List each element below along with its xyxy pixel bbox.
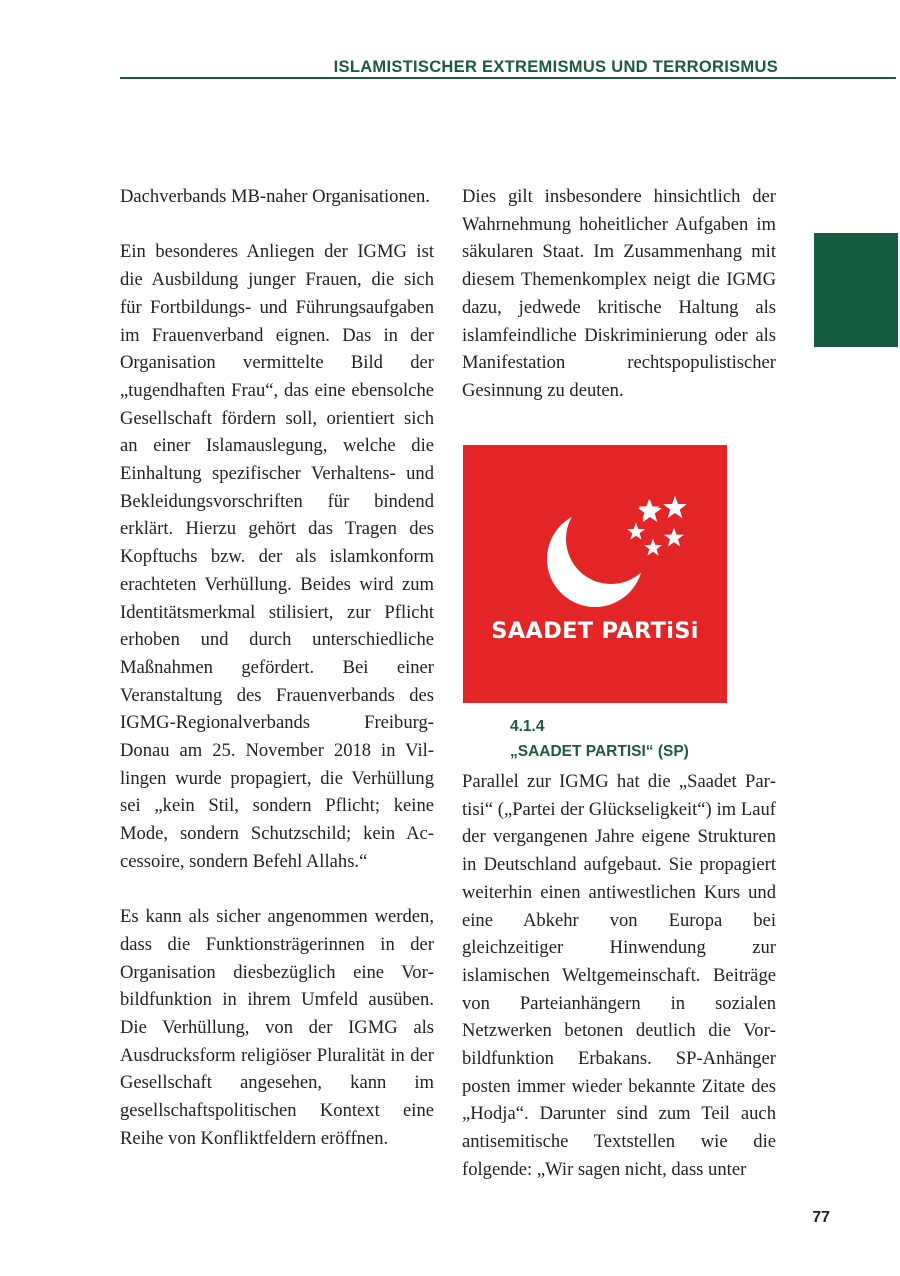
chapter-side-tab [814,233,898,347]
left-text-column [120,183,434,1153]
paragraph: Dies gilt insbesondere hinsichtlich der Wahrnehmung hoheitlicher Aufgaben im säkularen Staat. Im Zusammenhang mit diesem Themenkomplex neigt die IGMG dazu, jedwede kritische Haltung als islamfeindliche Diskriminierung oder als Manifestation rechtspopulistischer Gesinnung zu deuten. [462,186,776,401]
crescent-stars-emblem [463,445,727,703]
right-text-column-bottom [462,768,776,1184]
star-icon [664,528,684,547]
logo-wordmark: SAADET PARTiSi [491,618,699,644]
page-number: 77 [812,1209,830,1226]
section-number: 4.1.4 [510,718,545,735]
paragraph: Dachverbands MB-naher Organisationen. [120,186,430,207]
header-divider [120,77,896,79]
crescent-icon [547,511,643,607]
paragraph: Es kann als sicher angenommen werden, dass die Funktionsträgerinnen in der Organisation diesbezüglich eine Vorbildfunktion in ihrem Umfeld ausüben. Die Verhüllung, von der IGMG als Ausdrucksform religiöser Pluralität in der Gesellschaft angesehen, kann im gesellschaftspolitischen Kontext eine Reihe von Konfliktfeldern eröffnen. [120,906,434,1149]
saadet-partisi-logo [463,445,727,703]
paragraph: Ein besonderes Anliegen der IGMG ist die Ausbildung junger Frauen, die sich für Fortbildungs- und Führungsaufgaben im Frauenverband eignen. Das in der Organisation vermittelte Bild der „tugendhaften Frau“, das eine ebensolche Gesellschaft fördern soll, orientiert sich an einer Islamauslegung, welche die Einhaltung spezifischer Verhaltens- und Bekleidungsvorschriften für bindend erklärt. Hierzu gehört das Tragen des Kopftuchs bzw. der als islamkonform erachteten Verhüllung. Beides wird zum Identitätsmerkmal stilisiert, zur Pflicht erhoben und durch unterschiedliche Maßnahmen gefördert. Bei einer Veranstaltung des Frauenverbands des IGMG-Regionalverbands Freiburg-Donau am 25. November 2018 in Villingen wurde propagiert, die Verhüllung sei „kein Stil, sondern Pflicht; keine Mode, sondern Schutzschild; kein Accessoire, sondern Befehl Allahs.“ [120,241,434,872]
star-icon [663,496,687,519]
right-text-column-top [462,183,776,405]
section-heading: „SAADET PARTISI“ (SP) [510,743,689,760]
running-header-title: ISLAMISTISCHER EXTREMISMUS UND TERRORISMUS [333,58,778,76]
star-icon [644,539,662,556]
paragraph: Parallel zur IGMG hat die „Saadet Partisi“ („Partei der Glückseligkeit“) im Lauf der vergangenen Jahre eigene Strukturen in Deutschland aufgebaut. Sie propagiert weiterhin einen antiwestlichen Kurs und eine Abkehr von Europa bei gleichzeitiger Hinwendung zur islamischen Weltgemeinschaft. Beiträge von Parteianhängern in sozialen Netzwerken betonen deutlich die Vorbildfunktion Erbakans. SP-Anhänger posten immer wieder bekannte Zitate des „Hodja“. Darunter sind zum Teil auch antisemitische Textstellen wie die folgende: „Wir sagen nicht, dass unter [462,771,776,1180]
